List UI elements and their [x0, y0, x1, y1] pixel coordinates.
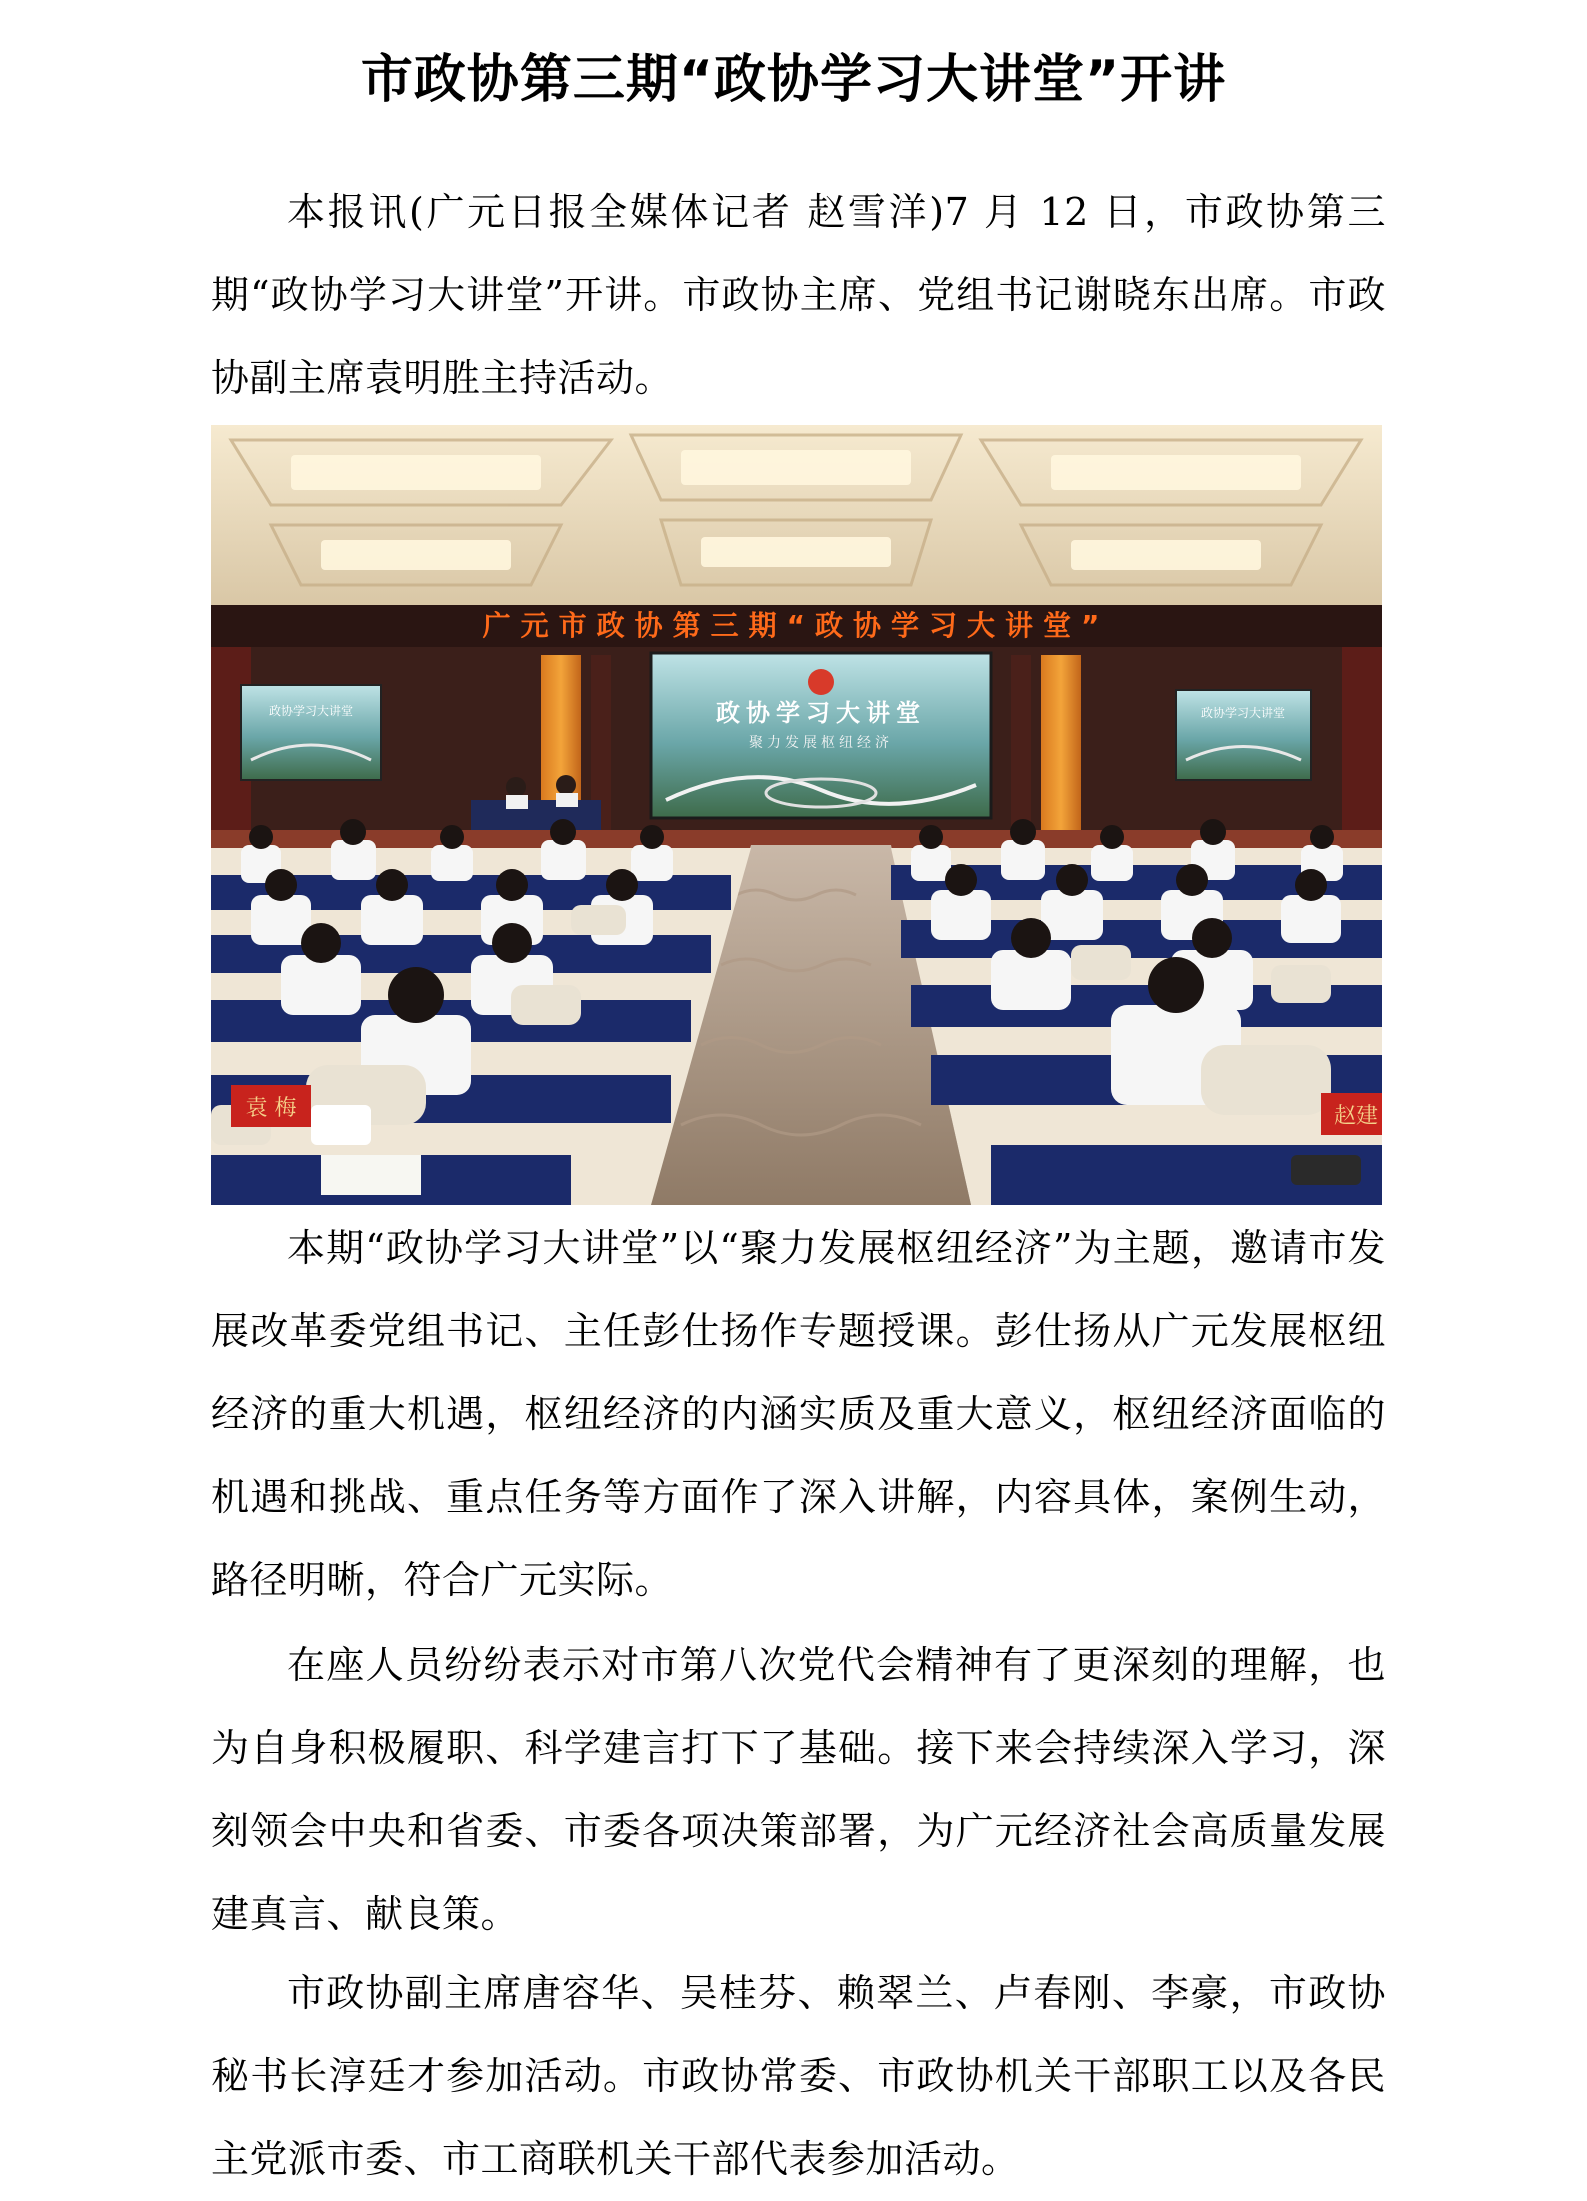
conference-hall-illustration: [211, 425, 1382, 1205]
main-screen: [651, 653, 991, 818]
article-paragraph-4: 市政协副主席唐容华、吴桂芬、赖翠兰、卢春刚、李豪，市政协秘书长淳廷才参加活动。市政协常委、市政协机关干部职工以及各民主党派市委、市工商联机关干部代表参加活动。: [211, 1971, 1386, 2181]
right-seating: [891, 819, 1382, 1205]
news-photo: [211, 425, 1382, 1205]
nameplate-right: 赵建: [1333, 1104, 1379, 1129]
screen-subtitle: 聚力发展枢纽经济: [749, 735, 893, 751]
left-side-screen: [241, 685, 381, 780]
article-paragraph-2: 本期“政协学习大讲堂”以“聚力发展枢纽经济”为主题，邀请市发展改革委党组书记、主任彭仕扬作专题授课。彭仕扬从广元发展枢纽经济的重大机遇，枢纽经济的内涵实质及重大意义，枢纽经济面临的机遇和挑战、重点任务等方面作了深入讲解，内容具体，案例生动，路径明晰，符合广元实际。: [211, 1226, 1386, 1602]
svg-text:政协学习大讲堂: 政协学习大讲堂: [268, 704, 354, 718]
article-paragraph-3: 在座人员纷纷表示对市第八次党代会精神有了更深刻的理解，也为自身积极履职、科学建言打下了基础。接下来会持续深入学习，深刻领会中央和省委、市委各项决策部署，为广元经济社会高质量发展建真言、献良策。: [211, 1643, 1386, 1936]
article-title: 市政协第三期“政协学习大讲堂”开讲: [360, 49, 1227, 110]
right-side-screen: [1176, 690, 1311, 780]
nameplate-left: 袁 梅: [245, 1096, 297, 1121]
screen-title: 政协学习大讲堂: [716, 699, 926, 727]
svg-text:政协学习大讲堂: 政协学习大讲堂: [1200, 706, 1286, 720]
stage-banner: 广元市政协第三期“政协学习大讲堂”: [482, 609, 1110, 642]
article-paragraph-1: 本报讯(广元日报全媒体记者 赵雪洋)7 月 12 日，市政协第三期“政协学习大讲堂”开讲。市政协主席、党组书记谢晓东出席。市政协副主席袁明胜主持活动。: [211, 190, 1386, 400]
